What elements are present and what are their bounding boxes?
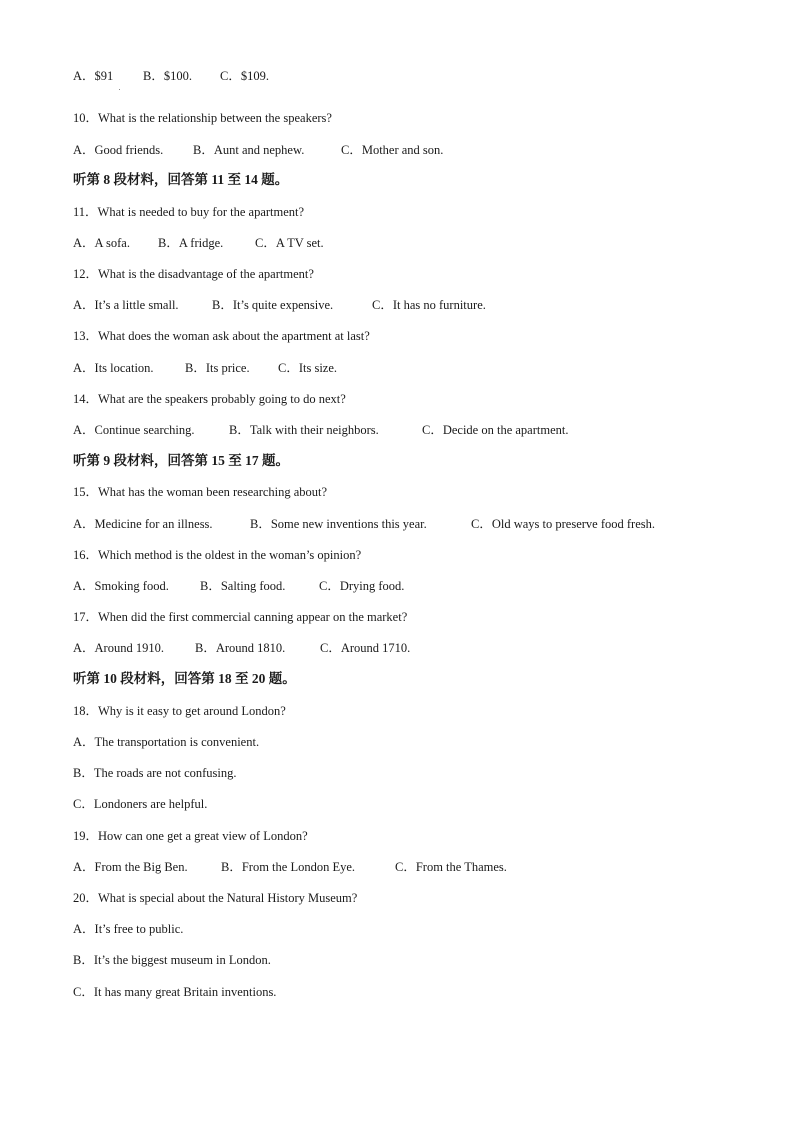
- option-b: B．$100.: [143, 69, 192, 83]
- answer-options-q19: [73, 859, 507, 875]
- option-c: C．Its size.: [278, 361, 338, 375]
- option-a: A．Its location.: [73, 361, 154, 375]
- answer-option-c-q18: C．Londoners are helpful.: [73, 797, 208, 811]
- answer-options-q10: [73, 142, 443, 158]
- option-a: A．It’s a little small.: [73, 298, 179, 312]
- option-c: C．$109.: [220, 69, 269, 83]
- option-c: C．From the Thames.: [395, 860, 507, 874]
- question-11: 11．What is needed to buy for the apartment?: [73, 205, 305, 219]
- option-c: C．Old ways to preserve food fresh.: [471, 517, 655, 531]
- question-15: 15．What has the woman been researching about?: [73, 485, 328, 499]
- option-c: C．Drying food.: [319, 579, 405, 593]
- answer-options-q13: [73, 360, 337, 376]
- option-a: A．$91: [73, 69, 114, 83]
- option-a: A．Good friends.: [73, 143, 164, 157]
- question-16: 16．Which method is the oldest in the woman’s opinion?: [73, 548, 362, 562]
- option-a: A．Continue searching.: [73, 423, 195, 437]
- answer-option-a-q18: A．The transportation is convenient.: [73, 735, 260, 749]
- answer-options-q16: [73, 578, 404, 594]
- section-heading-8: 听第 8 段材料，回答第 11 至 14 题。: [73, 172, 289, 187]
- question-14: 14．What are the speakers probably going to do next?: [73, 392, 346, 406]
- section-heading-10: 听第 10 段材料，回答第 18 至 20 题。: [73, 671, 296, 686]
- option-a: A．From the Big Ben.: [73, 860, 188, 874]
- option-a: A．Medicine for an illness.: [73, 517, 213, 531]
- option-b: B．It’s quite expensive.: [212, 298, 334, 312]
- option-c: C．Around 1710.: [320, 641, 411, 655]
- option-a: A．Smoking food.: [73, 579, 169, 593]
- option-b: B．Some new inventions this year.: [250, 517, 427, 531]
- option-b: B．Salting food.: [200, 579, 286, 593]
- answer-options-q17: [73, 640, 410, 656]
- answer-options-q11: [73, 235, 324, 251]
- answer-options-q9: [73, 68, 269, 84]
- option-b: B．Its price.: [185, 361, 250, 375]
- question-19: 19．How can one get a great view of London?: [73, 829, 308, 843]
- option-b: B．Aunt and nephew.: [193, 143, 305, 157]
- option-b: B．A fridge.: [158, 236, 224, 250]
- option-a: A．A sofa.: [73, 236, 130, 250]
- answer-option-c-q20: C．It has many great Britain inventions.: [73, 985, 277, 999]
- question-20: 20．What is special about the Natural History Museum?: [73, 891, 358, 905]
- question-17: 17．When did the first commercial canning appear on the market?: [73, 610, 408, 624]
- section-heading-9: 听第 9 段材料，回答第 15 至 17 题。: [73, 453, 289, 468]
- option-c: C．Mother and son.: [341, 143, 444, 157]
- question-13: 13．What does the woman ask about the apartment at last?: [73, 329, 370, 343]
- option-b: B．Talk with their neighbors.: [229, 423, 379, 437]
- option-b: B．Around 1810.: [195, 641, 286, 655]
- answer-options-q15: [73, 516, 655, 532]
- option-c: C．A TV set.: [255, 236, 324, 250]
- answer-options-q12: [73, 297, 486, 313]
- option-b: B．From the London Eye.: [221, 860, 356, 874]
- answer-option-b-q20: B．It’s the biggest museum in London.: [73, 953, 271, 967]
- question-10: 10．What is the relationship between the speakers?: [73, 111, 332, 125]
- question-12: 12．What is the disadvantage of the apartment?: [73, 267, 314, 281]
- answer-option-a-q20: A．It’s free to public.: [73, 922, 184, 936]
- stray-dot-mark: [119, 89, 120, 90]
- option-c: C．It has no furniture.: [372, 298, 486, 312]
- question-18: 18．Why is it easy to get around London?: [73, 704, 286, 718]
- option-c: C．Decide on the apartment.: [422, 423, 569, 437]
- option-a: A．Around 1910.: [73, 641, 164, 655]
- answer-option-b-q18: B．The roads are not confusing.: [73, 766, 237, 780]
- answer-options-q14: [73, 422, 568, 438]
